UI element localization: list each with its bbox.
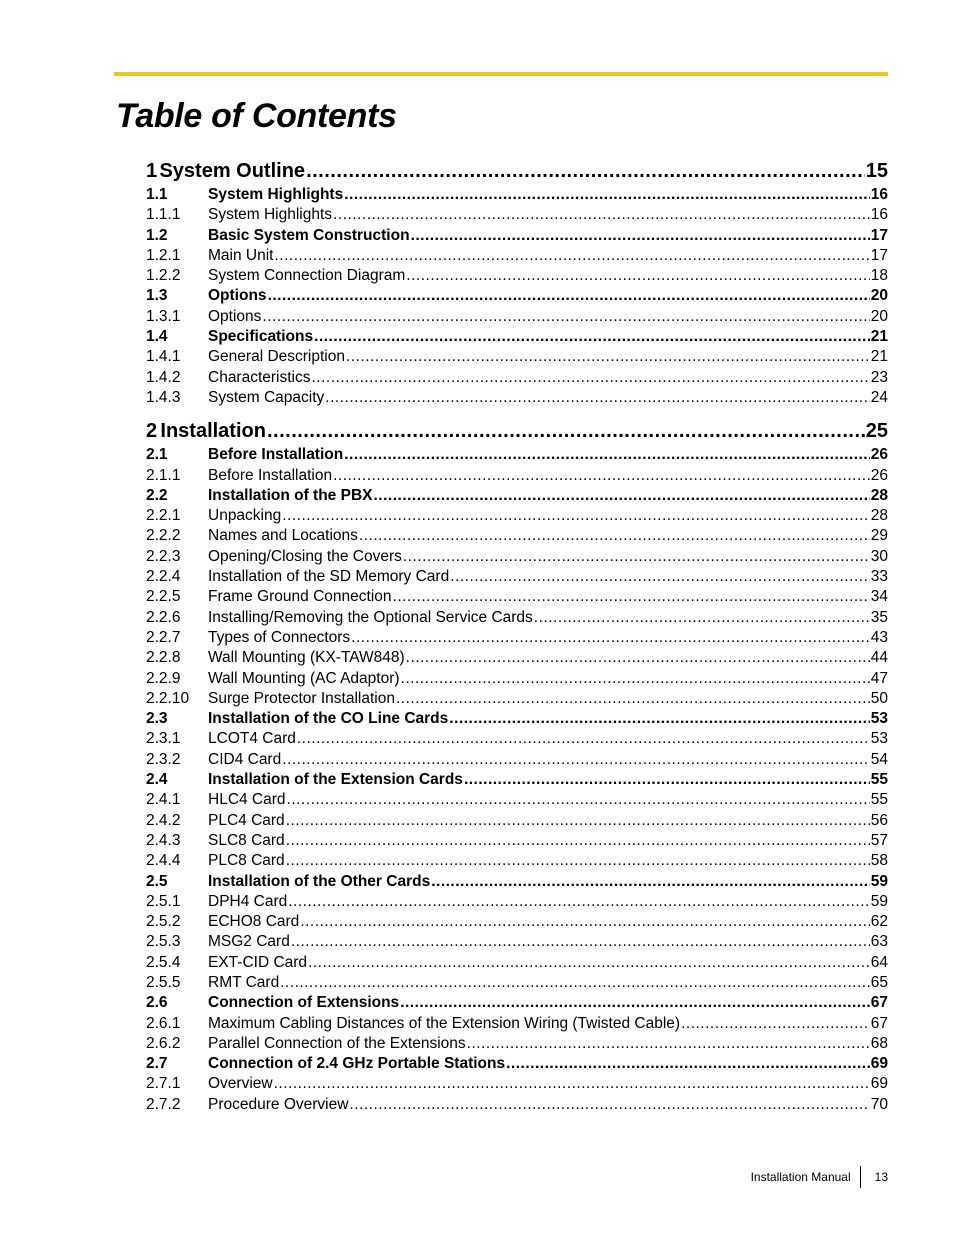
entry-page: 28 [870, 507, 888, 525]
toc-section[interactable] [146, 771, 888, 791]
entry-page: 26 [870, 466, 888, 484]
entry-page: 67 [870, 1014, 888, 1032]
toc-subsection[interactable] [146, 389, 888, 409]
entry-title: Wall Mounting (KX-TAW848) [208, 649, 405, 667]
dot-leader [325, 389, 869, 407]
entry-number: 2.2.10 [146, 689, 190, 707]
entry-title: Options [208, 307, 262, 325]
dot-leader [314, 328, 870, 346]
toc-subsection[interactable] [146, 913, 888, 933]
dot-leader [268, 287, 870, 305]
toc-subsection[interactable] [146, 690, 888, 710]
toc-subsection[interactable] [146, 467, 888, 487]
dot-leader [312, 369, 870, 387]
entry-page: 53 [870, 730, 888, 748]
entry-page: 29 [870, 527, 888, 545]
toc-subsection[interactable] [146, 247, 888, 267]
entry-number: 2.5.2 [146, 913, 181, 931]
entry-title: RMT Card [208, 973, 280, 991]
entry-title: Options [208, 287, 267, 305]
entry-number: 1.4.3 [146, 388, 181, 406]
entry-title: System Highlights [208, 186, 344, 203]
chapter-page: 25 [865, 420, 888, 443]
entry-title: Connection of 2.4 GHz Portable Stations [208, 1055, 506, 1073]
entry-title: CID4 Card [208, 750, 282, 768]
dot-leader [406, 267, 869, 285]
entry-page: 50 [870, 689, 888, 707]
page-title: Table of Contents [116, 97, 397, 135]
entry-number: 1.4.1 [146, 348, 181, 366]
entry-page: 55 [870, 791, 888, 809]
entry-page: 64 [870, 953, 888, 971]
entry-number: 2.6.1 [146, 1014, 181, 1032]
dot-leader [401, 670, 870, 688]
entry-page: 16 [870, 206, 888, 224]
entry-number: 2.6 [146, 994, 168, 1012]
toc-subsection[interactable] [146, 369, 888, 389]
entry-page: 43 [870, 628, 888, 646]
entry-number: 2.4.2 [146, 811, 181, 829]
entry-number: 1.3.1 [146, 307, 181, 325]
entry-title: Surge Protector Installation [208, 689, 395, 707]
dot-leader [506, 1055, 870, 1073]
entry-number: 2.1.1 [146, 466, 181, 484]
toc-section[interactable] [146, 994, 888, 1014]
entry-title: DPH4 Card [208, 892, 288, 910]
chapter-number: 2 [146, 420, 158, 443]
entry-page: 34 [870, 588, 888, 606]
entry-title: System Highlights [208, 206, 333, 224]
entry-title: MSG2 Card [208, 933, 290, 951]
dot-leader [349, 1096, 869, 1114]
toc-subsection[interactable] [146, 933, 888, 953]
entry-page: 54 [870, 750, 888, 768]
entry-page: 35 [870, 608, 888, 626]
entry-page: 24 [870, 388, 888, 406]
entry-title: Installation of the CO Line Cards [208, 710, 449, 728]
entry-title: Unpacking [208, 507, 282, 525]
entry-title: Before Installation [208, 466, 333, 484]
entry-page: 26 [870, 446, 888, 464]
entry-title: LCOT4 Card [208, 730, 296, 748]
dot-leader [287, 791, 870, 809]
dot-leader [450, 568, 870, 586]
entry-number: 2.2.9 [146, 669, 181, 687]
entry-title: Wall Mounting (AC Adaptor) [208, 669, 400, 687]
toc-subsection[interactable] [146, 1096, 888, 1116]
dot-leader [262, 308, 869, 326]
entry-page: 28 [870, 486, 888, 504]
toc-section[interactable] [146, 487, 888, 507]
entry-number: 1.2.2 [146, 267, 181, 285]
entry-number: 2.7 [146, 1055, 168, 1073]
entry-title: EXT-CID Card [208, 953, 308, 971]
toc-subsection[interactable] [146, 548, 888, 568]
dot-leader [333, 206, 870, 224]
entry-title: Main Unit [208, 246, 274, 264]
toc-subsection[interactable] [146, 206, 888, 226]
entry-number: 2.2.6 [146, 608, 181, 626]
entry-number: 2.1 [146, 446, 168, 464]
toc-subsection[interactable] [146, 791, 888, 811]
entry-title: PLC4 Card [208, 811, 285, 829]
toc-subsection[interactable] [146, 527, 888, 547]
entry-number: 2.2.4 [146, 568, 181, 586]
toc-subsection[interactable] [146, 629, 888, 649]
entry-page: 67 [870, 994, 888, 1012]
entry-number: 2.2.8 [146, 649, 181, 667]
dot-leader [411, 227, 870, 245]
entry-page: 17 [870, 246, 888, 264]
entry-number: 1.4 [146, 328, 168, 346]
entry-title: PLC8 Card [208, 852, 285, 870]
toc-section[interactable] [146, 186, 888, 206]
entry-title: Procedure Overview [208, 1095, 349, 1113]
footer-page-number: 13 [874, 1170, 888, 1184]
toc-subsection[interactable] [146, 568, 888, 588]
entry-page: 30 [870, 547, 888, 565]
dot-leader [300, 913, 869, 931]
toc-section[interactable] [146, 710, 888, 730]
footer-divider [860, 1166, 861, 1188]
dot-leader [359, 527, 870, 545]
dot-leader [681, 1015, 870, 1033]
entry-number: 2.3.1 [146, 730, 181, 748]
toc-subsection[interactable] [146, 1035, 888, 1055]
toc-section[interactable] [146, 328, 888, 348]
entry-page: 16 [870, 186, 888, 203]
entry-number: 1.4.2 [146, 368, 181, 386]
entry-title: Opening/Closing the Covers [208, 547, 402, 565]
toc-chapter[interactable] [146, 160, 888, 186]
entry-title: Basic System Construction [208, 226, 410, 244]
entry-page: 23 [870, 368, 888, 386]
footer-label: Installation Manual [750, 1170, 851, 1184]
dot-leader [286, 852, 870, 870]
dot-leader [288, 893, 870, 911]
dot-leader [308, 954, 870, 972]
entry-page: 21 [870, 328, 888, 346]
dot-leader [393, 588, 870, 606]
dot-leader [396, 690, 870, 708]
toc-section[interactable] [146, 873, 888, 893]
toc-section[interactable] [146, 1055, 888, 1075]
entry-page: 47 [870, 669, 888, 687]
toc-subsection[interactable] [146, 348, 888, 368]
entry-number: 2.2.7 [146, 628, 181, 646]
dot-leader [431, 873, 870, 891]
entry-page: 33 [870, 568, 888, 586]
dot-leader [373, 487, 869, 505]
entry-number: 1.1.1 [146, 206, 181, 224]
entry-title: Installation of the Other Cards [208, 872, 431, 890]
dot-leader [282, 507, 870, 525]
entry-title: Installation of the Extension Cards [208, 771, 463, 789]
entry-page: 58 [870, 852, 888, 870]
entry-title: Overview [208, 1075, 273, 1093]
toc-subsection[interactable] [146, 507, 888, 527]
dot-leader [406, 649, 870, 667]
dot-leader [467, 1035, 870, 1053]
dot-leader [282, 751, 870, 769]
entry-page: 63 [870, 933, 888, 951]
dot-leader [306, 160, 865, 183]
entry-page: 62 [870, 913, 888, 931]
dot-leader [286, 812, 870, 830]
dot-leader [297, 730, 870, 748]
dot-leader [351, 629, 870, 647]
dot-leader [344, 186, 870, 204]
entry-page: 55 [870, 771, 888, 789]
entry-number: 2.7.2 [146, 1095, 181, 1113]
toc-section[interactable] [146, 446, 888, 466]
table-of-contents [146, 160, 888, 1116]
toc-subsection[interactable] [146, 730, 888, 750]
toc-subsection[interactable] [146, 1075, 888, 1095]
entry-page: 21 [870, 348, 888, 366]
toc-section[interactable] [146, 287, 888, 307]
header-rule [114, 72, 888, 76]
entry-page: 17 [870, 226, 888, 244]
dot-leader [400, 994, 870, 1012]
entry-page: 56 [870, 811, 888, 829]
chapter-title: Installation [160, 420, 266, 443]
entry-number: 2.2.1 [146, 507, 181, 525]
entry-number: 1.2.1 [146, 246, 181, 264]
entry-number: 2.6.2 [146, 1034, 181, 1052]
entry-title: Names and Locations [208, 527, 358, 545]
dot-leader [344, 446, 870, 464]
entry-number: 2.2.3 [146, 547, 181, 565]
toc-subsection[interactable] [146, 832, 888, 852]
entry-number: 2.5.4 [146, 953, 181, 971]
dot-leader [280, 974, 870, 992]
dot-leader [464, 771, 870, 789]
entry-number: 2.7.1 [146, 1075, 181, 1093]
toc-subsection[interactable] [146, 588, 888, 608]
entry-title: Installing/Removing the Optional Service Cards [208, 608, 533, 626]
entry-number: 1.1 [146, 186, 168, 203]
entry-title: Connection of Extensions [208, 994, 400, 1012]
toc-section[interactable] [146, 227, 888, 247]
entry-number: 2.3 [146, 710, 168, 728]
toc-subsection[interactable] [146, 974, 888, 994]
dot-leader [403, 548, 870, 566]
entry-title: Before Installation [208, 446, 344, 464]
entry-page: 59 [870, 872, 888, 890]
chapter-page: 15 [865, 160, 888, 182]
entry-title: Characteristics [208, 368, 311, 386]
entry-title: General Description [208, 348, 345, 366]
entry-title: Parallel Connection of the Extensions [208, 1034, 466, 1052]
entry-number: 2.5.5 [146, 973, 181, 991]
dot-leader [346, 348, 870, 366]
toc-subsection[interactable] [146, 267, 888, 287]
entry-title: ECHO8 Card [208, 913, 300, 931]
dot-leader [534, 609, 870, 627]
entry-title: HLC4 Card [208, 791, 286, 809]
entry-page: 44 [870, 649, 888, 667]
dot-leader [333, 467, 870, 485]
toc-subsection[interactable] [146, 812, 888, 832]
footer [751, 1166, 888, 1188]
entry-number: 2.2.5 [146, 588, 181, 606]
entry-number: 2.4 [146, 771, 168, 789]
entry-title: Installation of the PBX [208, 486, 373, 504]
dot-leader [286, 832, 870, 850]
chapter-title: System Outline [159, 160, 306, 182]
entry-title: Types of Connectors [208, 628, 351, 646]
entry-number: 2.4.3 [146, 831, 181, 849]
entry-page: 65 [870, 973, 888, 991]
entry-number: 1.2 [146, 226, 168, 244]
entry-number: 2.5.1 [146, 892, 181, 910]
dot-leader [267, 420, 865, 443]
entry-number: 2.4.4 [146, 852, 181, 870]
entry-page: 70 [870, 1095, 888, 1113]
dot-leader [274, 1075, 870, 1093]
entry-number: 2.5.3 [146, 933, 181, 951]
entry-page: 18 [870, 267, 888, 285]
dot-leader [274, 247, 869, 265]
entry-title: Installation of the SD Memory Card [208, 568, 450, 586]
chapter-number: 1 [146, 160, 158, 182]
entry-title: Frame Ground Connection [208, 588, 392, 606]
entry-page: 69 [870, 1075, 888, 1093]
entry-number: 2.4.1 [146, 791, 181, 809]
entry-page: 68 [870, 1034, 888, 1052]
entry-number: 2.3.2 [146, 750, 181, 768]
dot-leader [449, 710, 869, 728]
entry-title: System Capacity [208, 388, 325, 406]
toc-subsection[interactable] [146, 609, 888, 629]
entry-page: 59 [870, 892, 888, 910]
entry-title: Specifications [208, 328, 314, 346]
entry-page: 69 [870, 1055, 888, 1073]
toc-subsection[interactable] [146, 954, 888, 974]
entry-title: System Connection Diagram [208, 267, 406, 285]
toc-subsection[interactable] [146, 893, 888, 913]
entry-title: SLC8 Card [208, 831, 285, 849]
entry-number: 2.2 [146, 486, 168, 504]
entry-page: 20 [870, 287, 888, 305]
toc-subsection[interactable] [146, 670, 888, 690]
entry-page: 53 [870, 710, 888, 728]
toc-chapter[interactable] [146, 420, 888, 446]
toc-subsection[interactable] [146, 1015, 888, 1035]
entry-page: 20 [870, 307, 888, 325]
toc-subsection[interactable] [146, 852, 888, 872]
entry-page: 57 [870, 831, 888, 849]
dot-leader [291, 933, 870, 951]
toc-subsection[interactable] [146, 751, 888, 771]
entry-number: 2.2.2 [146, 527, 181, 545]
entry-number: 1.3 [146, 287, 168, 305]
entry-title: Maximum Cabling Distances of the Extension Wiring (Twisted Cable) [208, 1014, 681, 1032]
entry-number: 2.5 [146, 872, 168, 890]
toc-subsection[interactable] [146, 649, 888, 669]
toc-subsection[interactable] [146, 308, 888, 328]
